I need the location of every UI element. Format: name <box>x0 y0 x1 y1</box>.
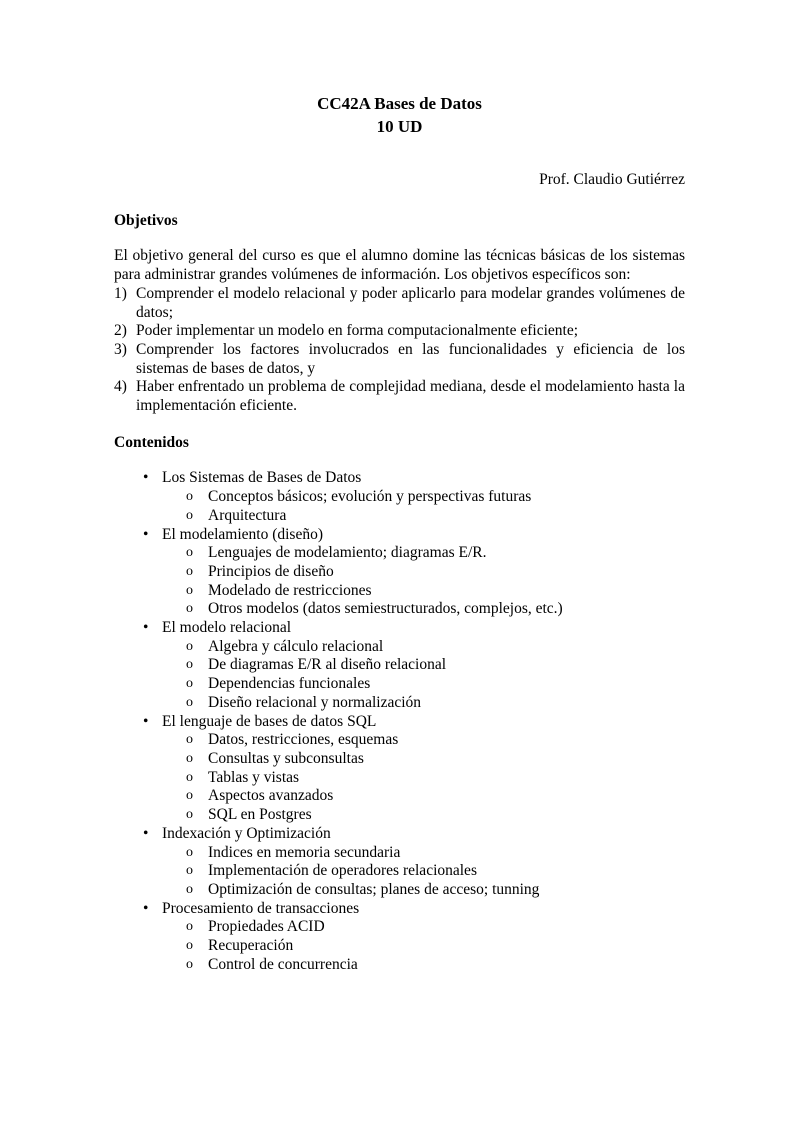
content-subitem <box>114 918 685 937</box>
subbullet-icon: o <box>186 956 193 972</box>
subbullet-icon: o <box>186 489 193 505</box>
subitem-label: Principios de diseño <box>208 562 334 580</box>
doc-title: CC42A Bases de Datos <box>317 94 482 113</box>
section-label: El modelamiento (diseño) <box>162 525 323 543</box>
subitem-label: Datos, restricciones, esquemas <box>208 731 399 749</box>
subbullet-icon: o <box>186 545 193 561</box>
subbullet-icon: o <box>186 507 193 523</box>
content-subitem <box>114 937 685 956</box>
content-subitem <box>114 694 685 713</box>
objective-number: 1) <box>114 284 127 302</box>
subbullet-icon: o <box>186 919 193 935</box>
content-subitem <box>114 656 685 675</box>
bullet-icon: • <box>143 899 149 917</box>
content-subitem <box>114 750 685 769</box>
content-section <box>114 900 685 919</box>
subbullet-icon: o <box>186 788 193 804</box>
subbullet-icon: o <box>186 938 193 954</box>
content-subitem <box>114 675 685 694</box>
section-label: Los Sistemas de Bases de Datos <box>162 469 362 487</box>
bullet-icon: • <box>143 619 149 637</box>
objectives-list <box>114 285 685 416</box>
subbullet-icon: o <box>186 769 193 785</box>
subbullet-icon: o <box>186 638 193 654</box>
content-subitem <box>114 731 685 750</box>
content-subitem <box>114 600 685 619</box>
objective-item <box>114 341 685 378</box>
subbullet-icon: o <box>186 694 193 710</box>
subitem-label: Implementación de operadores relacionales <box>208 862 477 880</box>
objetivos-intro: El objetivo general del curso es que el alumno domine las técnicas básicas de los sistemas para administrar grandes volúmenes de información. Los objetivos específicos son: <box>114 247 685 284</box>
subbullet-icon: o <box>186 881 193 897</box>
subitem-label: Propiedades ACID <box>208 918 325 936</box>
subitem-label: SQL en Postgres <box>208 806 312 824</box>
section-label: Indexación y Optimización <box>162 824 331 842</box>
objective-text: Comprender los factores involucrados en las funcionalidades y eficiencia de los sistemas de bases de datos, y <box>136 340 685 377</box>
subitem-label: Arquitectura <box>208 506 287 524</box>
content-subitem <box>114 862 685 881</box>
subitem-label: Conceptos básicos; evolución y perspectivas futuras <box>208 488 532 506</box>
subitem-label: Control de concurrencia <box>208 955 358 973</box>
subbullet-icon: o <box>186 657 193 673</box>
content-subitem <box>114 638 685 657</box>
subitem-label: Tablas y vistas <box>208 768 300 786</box>
content-section <box>114 825 685 844</box>
objective-item <box>114 378 685 415</box>
contents-list <box>114 469 685 974</box>
section-label: El lenguaje de bases de datos SQL <box>162 712 377 730</box>
subitem-label: Aspectos avanzados <box>208 787 334 805</box>
subitem-label: Algebra y cálculo relacional <box>208 637 384 655</box>
section-label: Procesamiento de transacciones <box>162 899 360 917</box>
subbullet-icon: o <box>186 676 193 692</box>
subitem-label: Lenguajes de modelamiento; diagramas E/R. <box>208 544 487 562</box>
content-subitem <box>114 844 685 863</box>
content-subitem <box>114 582 685 601</box>
bullet-icon: • <box>143 824 149 842</box>
subitem-label: Dependencias funcionales <box>208 675 371 693</box>
content-subitem <box>114 544 685 563</box>
doc-subtitle: 10 UD <box>376 117 423 136</box>
bullet-icon: • <box>143 525 149 543</box>
objective-number: 2) <box>114 322 127 340</box>
objective-item <box>114 322 685 341</box>
subbullet-icon: o <box>186 863 193 879</box>
content-subitem <box>114 488 685 507</box>
content-subitem <box>114 956 685 975</box>
objective-number: 4) <box>114 378 127 396</box>
contenidos-heading: Contenidos <box>114 433 189 451</box>
content-subitem <box>114 507 685 526</box>
section-label: El modelo relacional <box>162 619 292 637</box>
objective-number: 3) <box>114 340 127 358</box>
content-section <box>114 526 685 545</box>
subitem-label: Consultas y subconsultas <box>208 749 364 767</box>
subbullet-icon: o <box>186 750 193 766</box>
objective-text: Comprender el modelo relacional y poder aplicarlo para modelar grandes volúmenes de datos; <box>136 284 685 321</box>
objective-item <box>114 285 685 322</box>
content-subitem <box>114 769 685 788</box>
subitem-label: Optimización de consultas; planes de acceso; tunning <box>208 880 540 898</box>
subbullet-icon: o <box>186 732 193 748</box>
objetivos-heading: Objetivos <box>114 211 178 229</box>
bullet-icon: • <box>143 712 149 730</box>
content-subitem <box>114 881 685 900</box>
content-section <box>114 713 685 732</box>
subbullet-icon: o <box>186 601 193 617</box>
subitem-label: Otros modelos (datos semiestructurados, complejos, etc.) <box>208 600 563 618</box>
subitem-label: Indices en memoria secundaria <box>208 843 401 861</box>
professor-line: Prof. Claudio Gutiérrez <box>539 171 685 188</box>
objective-text: Haber enfrentado un problema de complejidad mediana, desde el modelamiento hasta la implementación eficiente. <box>136 378 685 415</box>
subitem-label: Modelado de restricciones <box>208 581 372 599</box>
subbullet-icon: o <box>186 807 193 823</box>
subbullet-icon: o <box>186 582 193 598</box>
subitem-label: Diseño relacional y normalización <box>208 693 422 711</box>
subbullet-icon: o <box>186 563 193 579</box>
subitem-label: De diagramas E/R al diseño relacional <box>208 656 447 674</box>
subbullet-icon: o <box>186 844 193 860</box>
content-subitem <box>114 563 685 582</box>
title-block <box>114 92 685 138</box>
content-subitem <box>114 806 685 825</box>
content-section <box>114 469 685 488</box>
content-subitem <box>114 787 685 806</box>
bullet-icon: • <box>143 469 149 487</box>
objective-text: Poder implementar un modelo en forma computacionalmente eficiente; <box>136 322 579 340</box>
subitem-label: Recuperación <box>208 937 294 955</box>
content-section <box>114 619 685 638</box>
